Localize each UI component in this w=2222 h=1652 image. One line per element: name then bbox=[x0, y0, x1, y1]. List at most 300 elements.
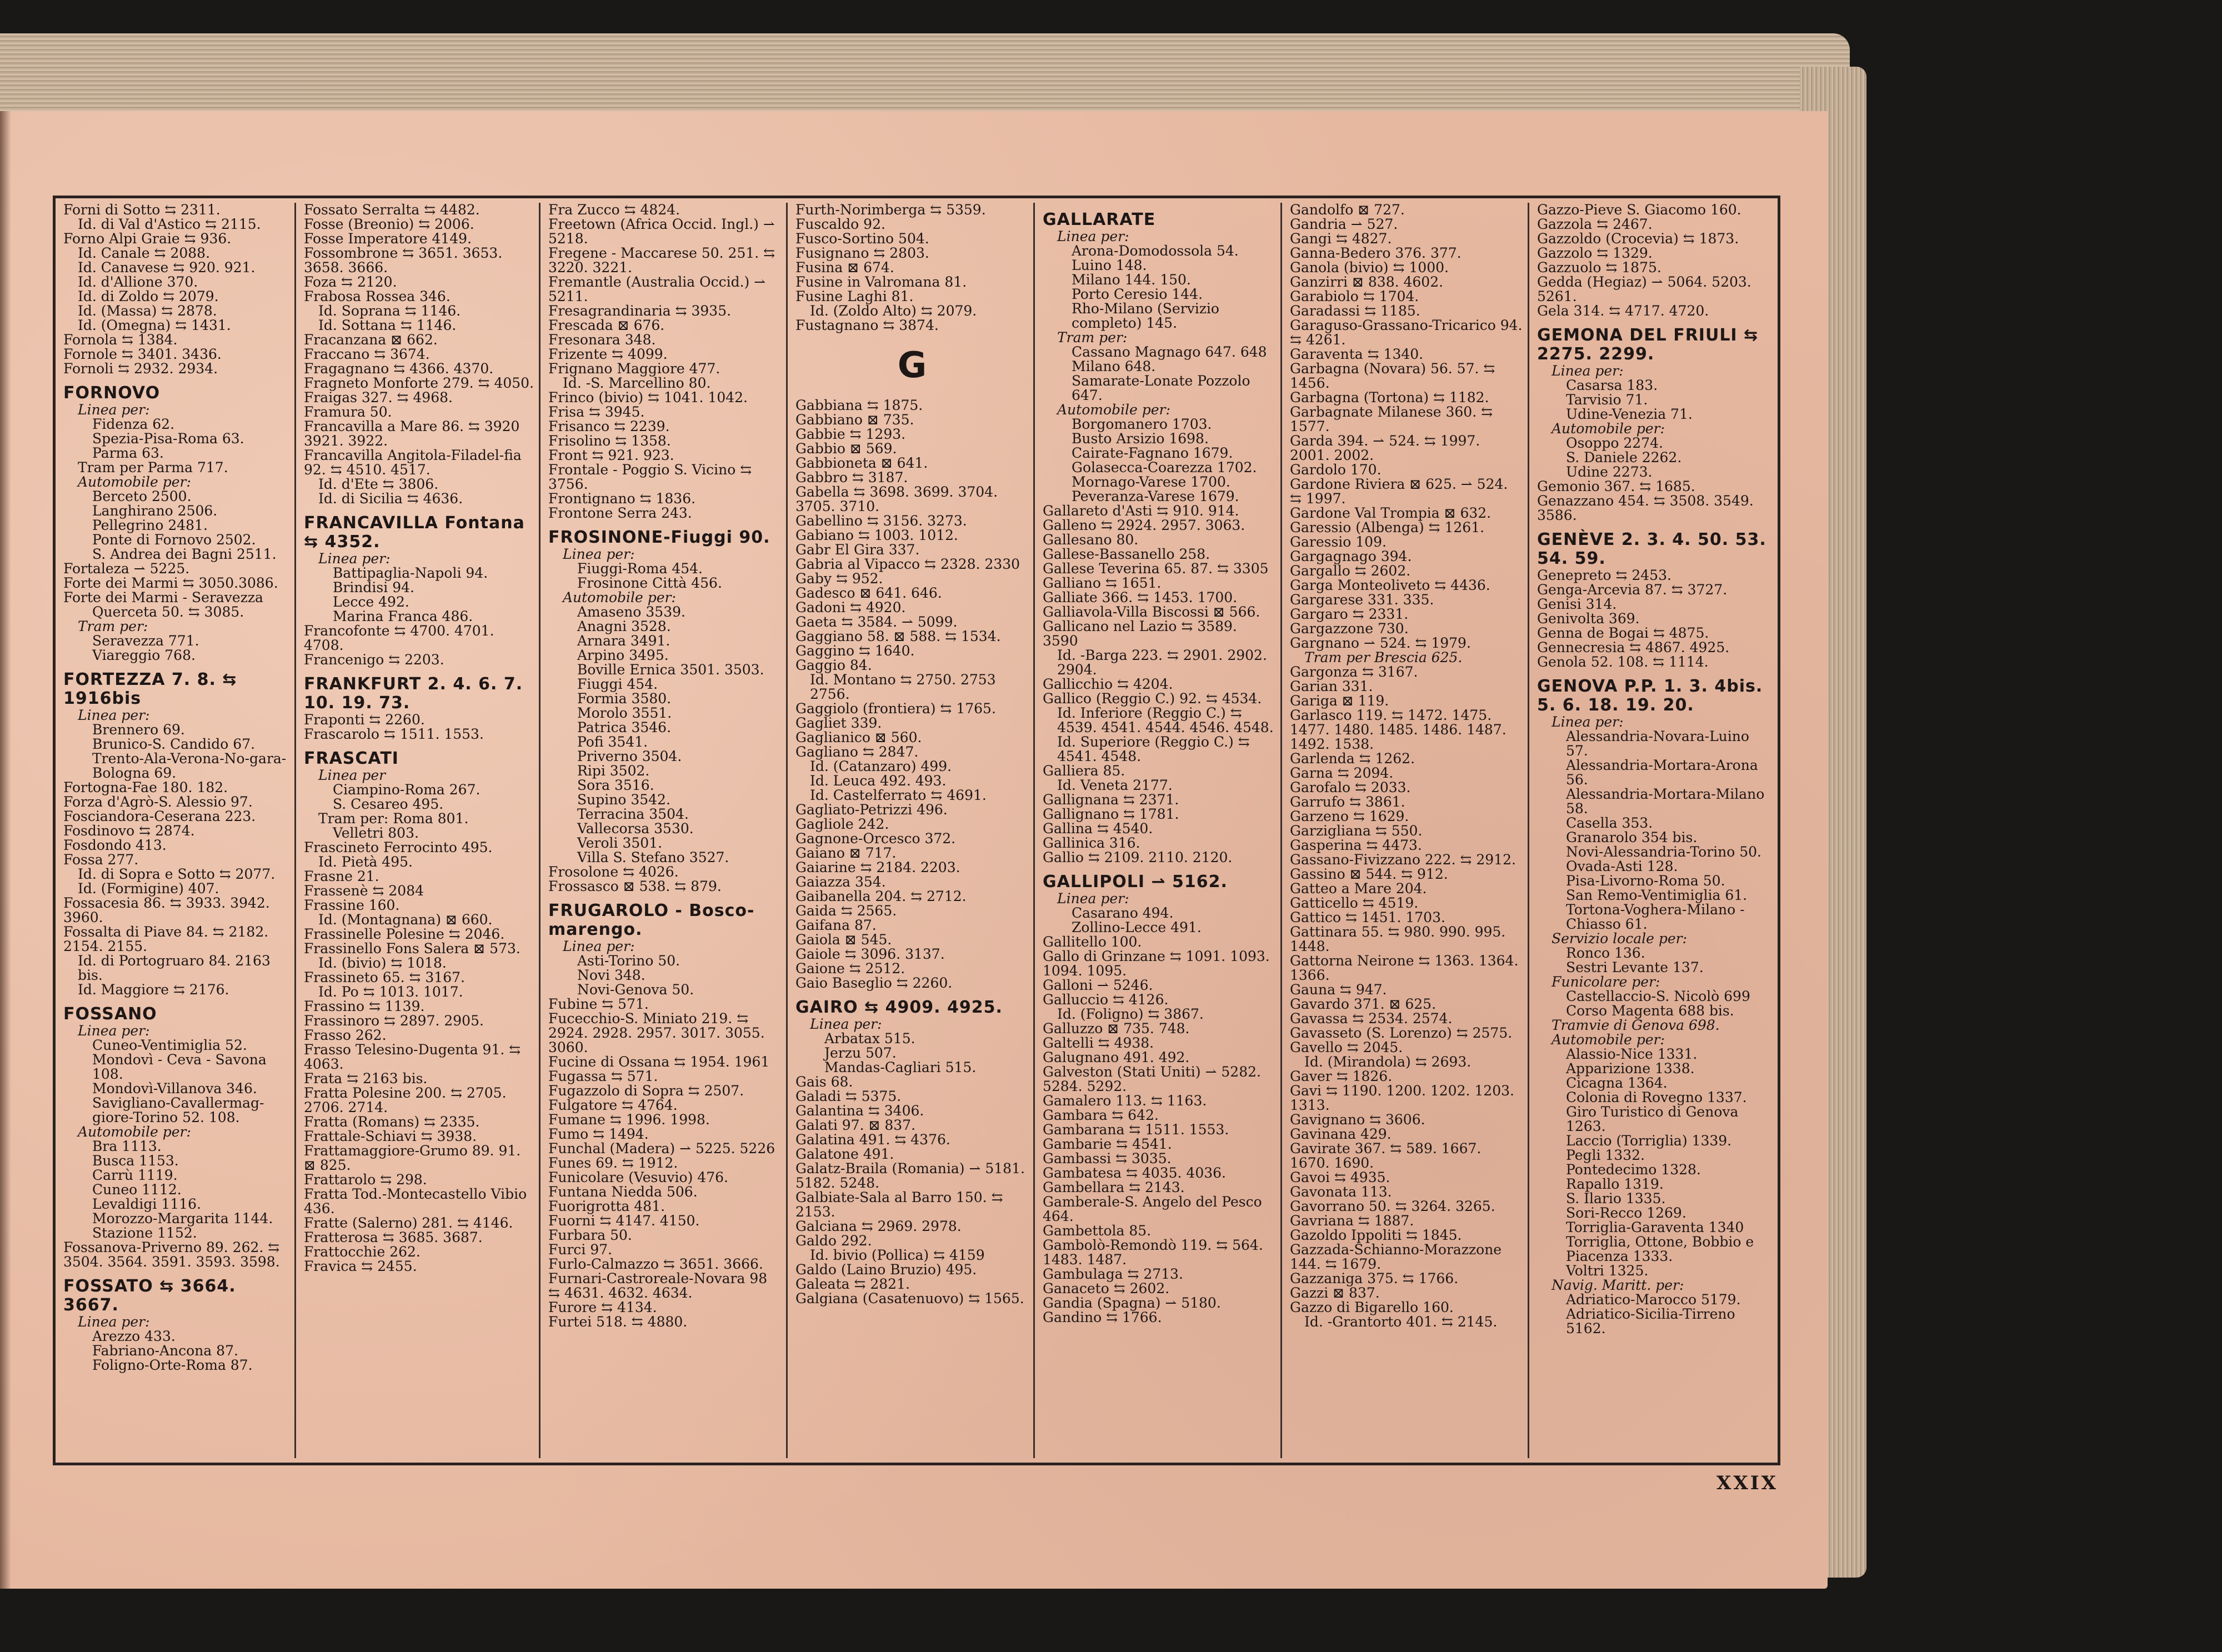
index-entry: Frizente ⇆ 4099. bbox=[548, 346, 668, 362]
index-entry: Tram per: bbox=[78, 618, 148, 634]
index-entry: Trento-Ala-Verona-No-gara-Bologna 69. bbox=[92, 750, 287, 781]
index-entry: Gabbro ⇆ 3187. bbox=[795, 469, 908, 485]
index-entry: Fubine ⇆ 571. bbox=[548, 996, 649, 1012]
index-entry: Galliate 366. ⇆ 1453. 1700. bbox=[1043, 589, 1238, 605]
index-entry: Fratterosa ⇆ 3685. 3687. bbox=[304, 1229, 483, 1245]
index-entry: Pontedecimo 1328. bbox=[1566, 1162, 1701, 1178]
index-entry: Udine-Venezia 71. bbox=[1566, 406, 1693, 422]
index-entry: Ponte di Fornovo 2502. bbox=[92, 532, 256, 548]
index-entry: Galatone 491. bbox=[795, 1146, 894, 1162]
index-entry: Gaida ⇆ 2565. bbox=[795, 903, 897, 919]
index-entry: Funicolare (Vesuvio) 476. bbox=[548, 1169, 728, 1185]
index-entry: Garofalo ⇆ 2033. bbox=[1290, 779, 1411, 795]
index-entry: Gagnone-Orcesco 372. bbox=[795, 830, 956, 847]
index-entry: Gadesco ⊠ 641. 646. bbox=[795, 585, 942, 601]
index-entry: Gardone Riviera ⊠ 625. ⇀ 524. ⇆ 1997. bbox=[1290, 476, 1508, 507]
index-entry: Id. d'Allione 370. bbox=[78, 274, 198, 290]
index-entry: Fosse Imperatore 4149. bbox=[304, 231, 472, 247]
index-entry: Peveranza-Varese 1679. bbox=[1072, 488, 1239, 504]
index-entry: Fosdondo 413. bbox=[63, 837, 167, 853]
section-heading: FRANKFURT 2. 4. 6. 7. 10. 19. 73. bbox=[304, 674, 523, 713]
index-entry: Gallese Teverina 65. 87. ⇆ 3305 bbox=[1043, 560, 1269, 577]
index-entry: Gazzoldo (Crocevia) ⇆ 1873. bbox=[1537, 231, 1739, 247]
index-entry: Galliavola-Villa Biscossi ⊠ 566. bbox=[1043, 604, 1260, 620]
index-entry: Frontale - Poggio S. Vicino ⇆ 3756. bbox=[548, 462, 752, 492]
index-entry: Gaggio 84. bbox=[795, 657, 872, 673]
index-entry: Morolo 3551. bbox=[577, 705, 672, 721]
index-entry: Garabiolo ⇆ 1704. bbox=[1290, 288, 1419, 304]
index-entry: Fortogna-Fae 180. 182. bbox=[63, 779, 228, 795]
index-entry: Cuneo 1112. bbox=[92, 1182, 182, 1198]
index-entry: Id. (Catanzaro) 499. bbox=[810, 758, 952, 774]
index-entry: Furlo-Calmazzo ⇆ 3651. 3666. bbox=[548, 1256, 763, 1272]
index-entry: Fratta Polesine 200. ⇆ 2705. 2706. 2714. bbox=[304, 1085, 507, 1115]
index-entry: Tortona-Voghera-Milano -Chiasso 61. bbox=[1566, 902, 1745, 932]
index-entry: Gaglianico ⊠ 560. bbox=[795, 729, 922, 745]
index-entry: Fornoli ⇆ 2932. 2934. bbox=[63, 361, 218, 377]
section-heading: FOSSANO bbox=[63, 1004, 157, 1024]
index-entry: Mornago-Varese 1700. bbox=[1072, 474, 1230, 490]
index-entry: Linea per bbox=[318, 767, 386, 783]
index-entry: Linea per: bbox=[318, 550, 391, 567]
index-entry: Fossa 277. bbox=[63, 852, 139, 868]
index-entry: Spezia-Pisa-Roma 63. bbox=[92, 430, 244, 447]
index-entry: Gavonata 113. bbox=[1290, 1184, 1392, 1200]
index-entry: Morozzo-Margarita 1144. bbox=[92, 1210, 273, 1227]
index-entry: Linea per: bbox=[78, 1314, 150, 1330]
index-entry: Id. Inferiore (Reggio C.) ⇆ 4539. 4541. 4544. 4546. 4548. bbox=[1057, 705, 1274, 735]
page-number: XXIX bbox=[1716, 1472, 1779, 1494]
index-entry: Gazzuolo ⇆ 1875. bbox=[1537, 259, 1662, 276]
section-heading: FORNOVO bbox=[63, 383, 161, 403]
index-entry: Fremantle (Australia Occid.) ⇀ 5211. bbox=[548, 274, 766, 304]
index-entry: Fidenza 62. bbox=[92, 416, 175, 432]
index-entry: Garessio 109. bbox=[1290, 534, 1387, 550]
index-entry: Cuneo-Ventimiglia 52. bbox=[92, 1037, 247, 1053]
index-entry: Ganna-Bedero 376. 377. bbox=[1290, 245, 1462, 261]
index-entry: Galeata ⇆ 2821. bbox=[795, 1276, 910, 1292]
index-entry: Linea per: bbox=[1057, 890, 1129, 907]
index-column-1 bbox=[56, 203, 294, 1458]
index-entry: Novi-Genova 50. bbox=[577, 982, 694, 998]
index-entry: Lecce 492. bbox=[333, 594, 409, 610]
index-entry: Gennecresia ⇆ 4867. 4925. bbox=[1537, 639, 1730, 655]
index-entry: Forte dei Marmi ⇆ 3050.3086. bbox=[63, 575, 278, 591]
index-entry: Carrù 1119. bbox=[92, 1167, 178, 1183]
index-entry: Fratta (Romans) ⇆ 2335. bbox=[304, 1114, 480, 1130]
index-entry: Id. Po ⇆ 1013. 1017. bbox=[318, 984, 463, 1000]
index-entry: Galdo 292. bbox=[795, 1233, 872, 1249]
index-entry: Rho-Milano (Servizio completo) 145. bbox=[1072, 301, 1219, 331]
index-entry: Galugnano 491. 492. bbox=[1043, 1049, 1190, 1065]
index-entry: Gagliato-Petrizzi 496. bbox=[795, 802, 948, 818]
index-entry: Giro Turistico di Genova 1263. bbox=[1566, 1104, 1739, 1134]
index-entry: Gaver ⇆ 1826. bbox=[1290, 1068, 1393, 1084]
index-entry: Formia 3580. bbox=[577, 690, 672, 707]
index-entry: Gagliet 339. bbox=[795, 715, 882, 731]
index-entry: Francenigo ⇆ 2203. bbox=[304, 652, 444, 668]
section-heading: FRASCATI bbox=[304, 749, 399, 768]
index-entry: Alessandria-Mortara-Arona 56. bbox=[1566, 757, 1758, 788]
section-heading: GAIRO ⇆ 4909. 4925. bbox=[795, 998, 1003, 1017]
index-entry: Fiuggi-Roma 454. bbox=[577, 560, 703, 577]
index-entry: Francavilla a Mare 86. ⇆ 3920 3921. 3922. bbox=[304, 418, 520, 449]
index-entry: Galdo (Laino Bruzio) 495. bbox=[795, 1261, 977, 1278]
index-entry: Asti-Torino 50. bbox=[577, 953, 680, 969]
index-entry: Casarano 494. bbox=[1072, 905, 1174, 921]
index-entry: Gandria ⇀ 527. bbox=[1290, 216, 1398, 232]
index-entry: Gabbiana ⇆ 1875. bbox=[795, 397, 923, 413]
index-entry: Tarvisio 71. bbox=[1566, 392, 1648, 408]
index-entry: Levaldigi 1116. bbox=[92, 1196, 201, 1212]
index-entry: Garna ⇆ 2094. bbox=[1290, 765, 1394, 781]
index-entry: Gavriana ⇆ 1887. bbox=[1290, 1213, 1414, 1229]
index-entry: Seravezza 771. bbox=[92, 633, 199, 649]
index-entry: Funicolare per: bbox=[1552, 974, 1660, 990]
index-entry: Ganola (bivio) ⇆ 1000. bbox=[1290, 259, 1449, 276]
index-entry: Gardone Val Trompia ⊠ 632. bbox=[1290, 505, 1492, 521]
index-entry: Id. (Mirandola) ⇆ 2693. bbox=[1304, 1054, 1472, 1070]
index-entry: Gavardo 371. ⊠ 625. bbox=[1290, 996, 1437, 1012]
index-entry: Querceta 50. ⇆ 3085. bbox=[92, 604, 244, 620]
index-entry: Busto Arsizio 1698. bbox=[1072, 430, 1209, 447]
index-entry: San Remo-Ventimiglia 61. bbox=[1566, 887, 1748, 903]
index-entry: Alessandria-Novara-Luino 57. bbox=[1566, 728, 1749, 759]
index-entry: Gangi ⇆ 4827. bbox=[1290, 231, 1392, 247]
index-entry: Galati 97. ⊠ 837. bbox=[795, 1117, 916, 1133]
index-entry: Furnari-Castroreale-Novara 98 ⇆ 4631. 4632. 4634. bbox=[548, 1270, 768, 1301]
index-entry: Gatticello ⇆ 4519. bbox=[1290, 895, 1419, 911]
index-entry: Furore ⇆ 4134. bbox=[548, 1299, 657, 1315]
index-entry: Fumo ⇆ 1494. bbox=[548, 1126, 649, 1142]
index-entry: Galleno ⇆ 2924. 2957. 3063. bbox=[1043, 517, 1245, 533]
index-entry: Gargagnago 394. bbox=[1290, 548, 1412, 564]
index-entry: Garaventa ⇆ 1340. bbox=[1290, 346, 1424, 362]
index-entry: Id. di Portogruaro 84. 2163 bis. bbox=[78, 953, 271, 983]
index-entry: Id. (bivio) ⇆ 1018. bbox=[318, 955, 447, 971]
index-entry: Garzigliana ⇆ 550. bbox=[1290, 823, 1423, 839]
index-entry: Gaggiolo (frontiera) ⇆ 1765. bbox=[795, 700, 996, 717]
index-entry: Gallitello 100. bbox=[1043, 934, 1142, 950]
index-entry: Arpino 3495. bbox=[577, 647, 669, 663]
index-entry: Foza ⇆ 2120. bbox=[304, 274, 397, 290]
index-entry: Gaby ⇆ 952. bbox=[795, 570, 883, 587]
index-entry: Gallicchio ⇆ 4204. bbox=[1043, 676, 1173, 692]
index-entry: Gais 68. bbox=[795, 1074, 853, 1090]
index-entry: Garbagna (Tortona) ⇆ 1182. bbox=[1290, 389, 1489, 406]
index-entry: Genepreto ⇆ 2453. bbox=[1537, 567, 1671, 583]
index-entry: Samarate-Lonate Pozzolo 647. bbox=[1072, 373, 1250, 403]
index-entry: Frata ⇆ 2163 bis. bbox=[304, 1070, 428, 1087]
index-entry: Gavasseto (S. Lorenzo) ⇆ 2575. bbox=[1290, 1025, 1513, 1041]
index-entry: Langhirano 2506. bbox=[92, 503, 218, 519]
index-entry: Gallignano ⇆ 1781. bbox=[1043, 806, 1179, 822]
index-entry: Fosciandora-Ceserana 223. bbox=[63, 808, 256, 824]
index-entry: Ripi 3502. bbox=[577, 763, 650, 779]
index-entry: Fumane ⇆ 1996. 1998. bbox=[548, 1112, 710, 1128]
index-entry: Fresagrandinaria ⇆ 3935. bbox=[548, 303, 732, 319]
index-column-4 bbox=[786, 203, 1033, 1458]
index-entry: Milano 648. bbox=[1072, 358, 1156, 374]
index-entry: Navig. Maritt. per: bbox=[1552, 1277, 1684, 1293]
index-entry: Fraccano ⇆ 3674. bbox=[304, 346, 430, 362]
index-entry: Arnara 3491. bbox=[577, 633, 670, 649]
index-entry: Porto Ceresio 144. bbox=[1072, 286, 1203, 302]
index-entry: Gandia (Spagna) ⇀ 5180. bbox=[1043, 1295, 1221, 1311]
index-entry: Genazzano 454. ⇆ 3508. 3549. 3586. bbox=[1537, 493, 1754, 523]
index-entry: Funes 69. ⇆ 1912. bbox=[548, 1155, 678, 1171]
index-entry: Galluzzo ⊠ 735. 748. bbox=[1043, 1020, 1190, 1037]
index-entry: Frassinelle Polesine ⇆ 2046. bbox=[304, 926, 505, 942]
index-entry: Arezzo 433. bbox=[92, 1328, 176, 1344]
index-entry: Gaione ⇆ 2512. bbox=[795, 960, 905, 977]
index-entry: Garga Monteoliveto ⇆ 4436. bbox=[1290, 577, 1490, 593]
index-entry: Brunico-S. Candido 67. bbox=[92, 736, 256, 752]
section-heading: FRUGAROLO - Bosco-marengo. bbox=[548, 901, 755, 939]
index-entry: S. Andrea dei Bagni 2511. bbox=[92, 546, 277, 562]
index-entry: Fossalta di Piave 84. ⇆ 2182. 2154. 2155. bbox=[63, 924, 269, 954]
index-entry: Viareggio 768. bbox=[92, 647, 196, 663]
index-entry: Id. (Omegna) ⇆ 1431. bbox=[78, 317, 231, 333]
index-entry: Sestri Levante 137. bbox=[1566, 959, 1704, 975]
index-entry: Parma 63. bbox=[92, 445, 164, 461]
index-entry: Apparizione 1338. bbox=[1566, 1060, 1695, 1077]
index-entry: Gatteo a Mare 204. bbox=[1290, 880, 1427, 897]
index-entry: Frassino ⇆ 1139. bbox=[304, 998, 425, 1014]
index-entry: Laccio (Torriglia) 1339. bbox=[1566, 1133, 1732, 1149]
index-entry: Gazzada-Schianno-Morazzone 144. ⇆ 1679. bbox=[1290, 1241, 1502, 1272]
index-entry: Galciana ⇆ 2969. 2978. bbox=[795, 1218, 962, 1234]
index-entry: Gassano-Fivizzano 222. ⇆ 2912. bbox=[1290, 852, 1516, 868]
index-entry: Gambellara ⇆ 2143. bbox=[1043, 1179, 1185, 1195]
section-heading: FOSSATO ⇆ 3664. 3667. bbox=[63, 1276, 236, 1315]
index-entry: Garessio (Albenga) ⇆ 1261. bbox=[1290, 519, 1485, 535]
index-entry: Id. Sottana ⇆ 1146. bbox=[318, 317, 457, 333]
index-entry: Ganaceto ⇆ 2602. bbox=[1043, 1280, 1170, 1296]
index-entry: Gallese-Bassanello 258. bbox=[1043, 546, 1210, 562]
index-entry: Id. di Val d'Astico ⇆ 2115. bbox=[78, 216, 261, 232]
index-entry: Gattorna Neirone ⇆ 1363. 1364. 1366. bbox=[1290, 953, 1519, 983]
index-entry: Gauna ⇆ 947. bbox=[1290, 982, 1387, 998]
index-entry: Garzeno ⇆ 1629. bbox=[1290, 808, 1409, 824]
page-stack-top-edge bbox=[0, 33, 1850, 117]
index-entry: Gallareto d'Asti ⇆ 910. 914. bbox=[1043, 503, 1239, 519]
index-entry: Fresonara 348. bbox=[548, 332, 656, 348]
index-entry: Torriglia, Ottone, Bobbio e Piacenza 1333. bbox=[1566, 1234, 1754, 1264]
index-entry: Pisa-Livorno-Roma 50. bbox=[1566, 873, 1725, 889]
index-entry: Fabriano-Ancona 87. bbox=[92, 1343, 238, 1359]
index-entry: Automobile per: bbox=[1552, 1032, 1665, 1048]
index-entry: Genna de Bogai ⇆ 4875. bbox=[1537, 625, 1709, 641]
index-entry: S. Ilario 1335. bbox=[1566, 1190, 1666, 1207]
index-entry: Gabbiano ⊠ 735. bbox=[795, 412, 914, 428]
index-entry: Pellegrino 2481. bbox=[92, 517, 208, 533]
index-entry: Frossasco ⊠ 538. ⇆ 879. bbox=[548, 878, 722, 894]
index-entry: Id. Pietà 495. bbox=[318, 854, 413, 870]
index-entry: Fratta Tod.-Montecastello Vibio 436. bbox=[304, 1186, 527, 1217]
index-entry: Frontone Serra 243. bbox=[548, 505, 692, 521]
index-entry: Gaiano ⊠ 717. bbox=[795, 845, 897, 861]
index-entry: Gallesano 80. bbox=[1043, 532, 1139, 548]
index-entry: Frascineto Ferrocinto 495. bbox=[304, 839, 493, 855]
index-entry: Frassine 160. bbox=[304, 897, 400, 913]
index-entry: Gamberale-S. Angelo del Pesco 464. bbox=[1043, 1194, 1262, 1224]
index-entry: Cairate-Fagnano 1679. bbox=[1072, 445, 1233, 461]
index-entry: Gambatesa ⇆ 4035. 4036. bbox=[1043, 1165, 1226, 1181]
index-entry: Gavoi ⇆ 4935. bbox=[1290, 1169, 1390, 1185]
index-entry: Frassineto 65. ⇆ 3167. bbox=[304, 969, 465, 985]
index-entry: Automobile per: bbox=[78, 474, 191, 490]
index-entry: Veroli 3501. bbox=[577, 835, 663, 851]
index-entry: Linea per: bbox=[563, 546, 635, 562]
index-entry: Id. bivio (Pollica) ⇆ 4159 bbox=[810, 1247, 985, 1263]
index-entry: Id. Superiore (Reggio C.) ⇆ 4541. 4548. bbox=[1057, 734, 1250, 764]
index-entry: Frontignano ⇆ 1836. bbox=[548, 490, 696, 507]
section-heading: GENOVA P.P. 1. 3. 4bis. 5. 6. 18. 19. 20. bbox=[1537, 677, 1763, 715]
index-entry: Gallina ⇆ 4540. bbox=[1043, 820, 1153, 837]
index-entry: Fragagnano ⇆ 4366. 4370. bbox=[304, 361, 494, 377]
index-entry: Linea per: bbox=[563, 938, 635, 954]
index-entry: Galliano ⇆ 1651. bbox=[1043, 575, 1162, 591]
index-entry: Gaifana 87. bbox=[795, 917, 877, 933]
index-entry: Garbagnate Milanese 360. ⇆ 1577. bbox=[1290, 404, 1493, 434]
index-entry: Gargarese 331. 335. bbox=[1290, 592, 1434, 608]
index-entry: Ganzirri ⊠ 838. 4602. bbox=[1290, 274, 1444, 290]
index-entry: Gazzi ⊠ 837. bbox=[1290, 1285, 1380, 1301]
index-entry: Gabellino ⇆ 3156. 3273. bbox=[795, 513, 967, 529]
section-heading: G bbox=[897, 345, 927, 386]
index-entry: Galantina ⇆ 3406. bbox=[795, 1103, 924, 1119]
index-entry: Linea per: bbox=[1057, 228, 1129, 244]
index-table bbox=[53, 196, 1780, 1465]
index-entry: Gavello ⇆ 2045. bbox=[1290, 1039, 1403, 1055]
index-entry: Id. Maggiore ⇆ 2176. bbox=[78, 982, 229, 998]
section-heading: FORTEZZA 7. 8. ⇆ 1916bis bbox=[63, 670, 237, 708]
index-entry: Id. Soprana ⇆ 1146. bbox=[318, 303, 461, 319]
index-entry: Gambarana ⇆ 1511. 1553. bbox=[1043, 1122, 1229, 1138]
index-entry: Busca 1153. bbox=[92, 1153, 179, 1169]
index-entry: Villa S. Stefano 3527. bbox=[577, 849, 729, 865]
index-entry: Tram per Brescia 625. bbox=[1304, 649, 1463, 665]
index-entry: Gazzola ⇆ 2467. bbox=[1537, 216, 1653, 232]
index-entry: Tram per Parma 717. bbox=[78, 459, 228, 475]
index-entry: Linea per: bbox=[78, 707, 150, 723]
index-entry: Alessandria-Mortara-Milano 58. bbox=[1566, 786, 1765, 817]
index-entry: Automobile per: bbox=[563, 589, 676, 605]
index-entry: Gagliano ⇆ 2847. bbox=[795, 744, 919, 760]
index-entry: Foligno-Orte-Roma 87. bbox=[92, 1357, 253, 1373]
index-entry: Gaiola ⊠ 545. bbox=[795, 932, 892, 948]
index-entry: Furtei 518. ⇆ 4880. bbox=[548, 1314, 688, 1330]
index-entry: Mandas-Cagliari 515. bbox=[824, 1059, 977, 1075]
index-entry: Fravica ⇆ 2455. bbox=[304, 1258, 417, 1274]
index-entry: Id. -Barga 223. ⇆ 2901. 2902. 2904. bbox=[1057, 647, 1267, 678]
index-entry: Garrufo ⇆ 3861. bbox=[1290, 794, 1405, 810]
index-entry: Jerzu 507. bbox=[824, 1045, 897, 1061]
index-entry: Gallinica 316. bbox=[1043, 835, 1140, 851]
index-entry: Automobile per: bbox=[1057, 402, 1170, 418]
index-entry: Fossanova-Priverno 89. 262. ⇆ 3504. 3564. 3591. 3593. 3598. bbox=[63, 1239, 280, 1270]
index-entry: Sora 3516. bbox=[577, 777, 654, 793]
index-column-3 bbox=[539, 203, 786, 1458]
index-entry: Gagliole 242. bbox=[795, 816, 889, 832]
index-entry: Osoppo 2274. bbox=[1566, 435, 1663, 451]
index-entry: Fraponti ⇆ 2260. bbox=[304, 712, 425, 728]
index-entry: Furth-Norimberga ⇆ 5359. bbox=[795, 203, 986, 218]
index-entry: Casella 353. bbox=[1566, 815, 1653, 831]
index-column-7 bbox=[1528, 203, 1778, 1458]
index-entry: Gamalero 113. ⇆ 1163. bbox=[1043, 1093, 1207, 1109]
index-entry: Frosinone Città 456. bbox=[577, 575, 722, 591]
index-entry: Frisa ⇆ 3945. bbox=[548, 404, 645, 420]
index-entry: Bra 1113. bbox=[92, 1138, 162, 1154]
index-entry: Id. (Zoldo Alto) ⇆ 2079. bbox=[810, 303, 977, 319]
index-entry: Gabiano ⇆ 1003. 1012. bbox=[795, 527, 958, 543]
index-entry: Linea per: bbox=[78, 1023, 150, 1039]
index-entry: Freetown (Africa Occid. Ingl.) ⇀ 5218. bbox=[548, 216, 775, 247]
index-entry: Novi 348. bbox=[577, 967, 645, 983]
index-entry: Stazione 1152. bbox=[92, 1225, 197, 1241]
index-entry: Zollino-Lecce 491. bbox=[1072, 919, 1202, 935]
index-entry: Id. Castelferrato ⇆ 4691. bbox=[810, 787, 987, 803]
index-entry: Gambassi ⇆ 3035. bbox=[1043, 1150, 1172, 1167]
index-entry: Fucecchio-S. Miniato 219. ⇆ 2924. 2928. 2957. 3017. 3055. 3060. bbox=[548, 1010, 765, 1055]
index-entry: Cassano Magnago 647. 648 bbox=[1072, 344, 1267, 360]
section-heading: FROSINONE-Fiuggi 90. bbox=[548, 528, 770, 547]
index-entry: Fragneto Monforte 279. ⇆ 4050. bbox=[304, 375, 534, 391]
index-entry: Garlasco 119. ⇆ 1472. 1475. 1477. 1480. 1485. 1486. 1487. 1492. 1538. bbox=[1290, 707, 1507, 752]
index-entry: Id. Leuca 492. 493. bbox=[810, 773, 947, 789]
index-entry: Linea per: bbox=[1552, 714, 1624, 730]
index-entry: Fusine in Valromana 81. bbox=[795, 274, 967, 290]
index-entry: Gambolò-Remondò 119. ⇆ 564. 1483. 1487. bbox=[1043, 1237, 1263, 1268]
index-entry: Gaio Baseglio ⇆ 2260. bbox=[795, 975, 953, 991]
index-entry: Gavorrano 50. ⇆ 3264. 3265. bbox=[1290, 1198, 1495, 1214]
index-entry: Gaibanella 204. ⇆ 2712. bbox=[795, 888, 967, 904]
index-entry: Frassinoro ⇆ 2897. 2905. bbox=[304, 1013, 484, 1029]
index-entry: Gaiarine ⇆ 2184. 2203. bbox=[795, 859, 960, 875]
index-entry: Frisolino ⇆ 1358. bbox=[548, 433, 671, 449]
index-entry: Fra Zucco ⇆ 4824. bbox=[548, 203, 680, 218]
index-entry: Fugazzolo di Sopra ⇆ 2507. bbox=[548, 1083, 744, 1099]
index-entry: Gallio ⇆ 2109. 2110. 2120. bbox=[1043, 849, 1233, 865]
index-entry: Gazzo di Bigarello 160. bbox=[1290, 1299, 1454, 1315]
index-entry: Genola 52. 108. ⇆ 1114. bbox=[1537, 654, 1709, 670]
index-entry: Forza d'Agrò-S. Alessio 97. bbox=[63, 794, 253, 810]
index-entry: Genisi 314. bbox=[1537, 596, 1617, 612]
index-entry: Fucine di Ossana ⇆ 1954. 1961 bbox=[548, 1054, 770, 1070]
index-entry: Id. di Sopra e Sotto ⇆ 2077. bbox=[78, 866, 276, 882]
index-entry: Mondovì-Villanova 346. bbox=[92, 1080, 257, 1097]
index-entry: Id. d'Ete ⇆ 3806. bbox=[318, 476, 439, 492]
index-entry: Id. -Grantorto 401. ⇆ 2145. bbox=[1304, 1314, 1498, 1330]
index-entry: Gaeta ⇆ 3584. ⇀ 5099. bbox=[795, 614, 958, 630]
index-entry: Framura 50. bbox=[304, 404, 392, 420]
index-column-5 bbox=[1033, 203, 1280, 1458]
index-entry: Galluccio ⇆ 4126. bbox=[1043, 992, 1169, 1008]
index-entry: Gazzolo ⇆ 1329. bbox=[1537, 245, 1653, 261]
index-entry: Gazzo-Pieve S. Giacomo 160. bbox=[1537, 203, 1741, 218]
index-entry: Gavignano ⇆ 3606. bbox=[1290, 1112, 1425, 1128]
index-entry: Gallicano nel Lazio ⇆ 3589. 3590 bbox=[1043, 618, 1237, 649]
index-entry: Fregene - Maccarese 50. 251. ⇆ 3220. 3221. bbox=[548, 245, 775, 276]
index-entry: Id. (Formigine) 407. bbox=[78, 880, 219, 897]
index-entry: Gambettola 85. bbox=[1043, 1223, 1152, 1239]
index-entry: Corso Magenta 688 bis. bbox=[1566, 1003, 1734, 1019]
index-entry: Gandolfo ⊠ 727. bbox=[1290, 203, 1405, 218]
index-entry: Patrica 3546. bbox=[577, 719, 672, 735]
index-entry: Garian 331. bbox=[1290, 678, 1373, 694]
